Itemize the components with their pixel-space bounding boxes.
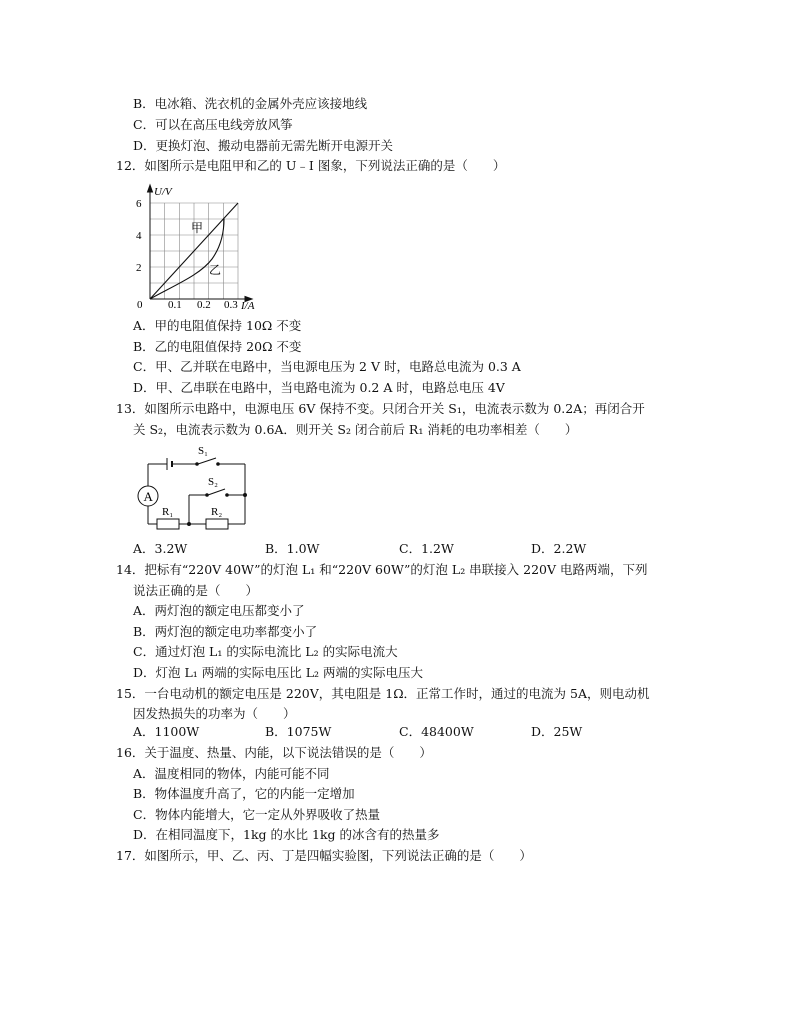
graph-ytick-4: 4 (136, 230, 142, 242)
q17-stem: 17．如图所示，甲、乙、丙、丁是四幅实验图，下列说法正确的是（ ） (116, 848, 532, 863)
resistor-r1-label: R₁ (162, 506, 174, 518)
q11-option-b: B．电冰箱、洗衣机的金属外壳应该接地线 (133, 96, 368, 111)
q13-option-d: D．2.2W (531, 541, 587, 556)
q16-option-b: B．物体温度升高了，它的内能一定增加 (133, 786, 355, 801)
q11-option-c: C．可以在高压电线旁放风筝 (133, 117, 293, 132)
q13-option-c: C．1.2W (399, 541, 454, 556)
q16-stem: 16．关于温度、热量、内能，以下说法错误的是（ ） (116, 745, 432, 760)
graph-xtick-0: 0 (137, 299, 143, 310)
graph-label-jia: 甲 (191, 221, 204, 235)
graph-xtick-0.3: 0.3 (224, 299, 238, 310)
q14-option-d: D．灯泡 L₁ 两端的实际电压比 L₂ 两端的实际电压大 (133, 665, 424, 680)
q14-option-b: B．两灯泡的额定电功率都变小了 (133, 624, 318, 639)
q14-stem-line1: 14．把标有“220V 40W”的灯泡 L₁ 和“220V 60W”的灯泡 L₂ 串联接入 220V 电路两端，下列 (116, 562, 648, 577)
q13-circuit-diagram (130, 444, 260, 536)
q15-option-b: B．1075W (265, 724, 332, 739)
switch-s2-label: S₂ (208, 476, 218, 488)
graph-ytick-2: 2 (136, 262, 142, 274)
resistor-r2-label: R₂ (211, 506, 223, 518)
q15-option-c: C．48400W (399, 724, 474, 739)
q16-option-d: D．在相同温度下，1kg 的水比 1kg 的冰含有的热量多 (133, 827, 440, 842)
q15-option-a: A．1100W (133, 724, 200, 739)
graph-ytick-6: 6 (136, 198, 142, 210)
graph-label-yi: 乙 (209, 263, 222, 277)
ammeter-label: A (143, 489, 153, 504)
q12-stem: 12．如图所示是电阻甲和乙的 U﹣I 图象，下列说法正确的是（ ） (116, 158, 506, 173)
q13-option-b: B．1.0W (265, 541, 320, 556)
q14-option-a: A．两灯泡的额定电压都变小了 (133, 603, 305, 618)
q16-option-a: A．温度相同的物体，内能可能不同 (133, 766, 330, 781)
q15-options-row (133, 724, 673, 740)
q13-stem-line2: 关 S₂，电流表示数为 0.6A．则开关 S₂ 闭合前后 R₁ 消耗的电功率相差（ ） (133, 422, 578, 437)
q12-option-d: D．甲、乙串联在电路中，当电路电流为 0.2 A 时，电路总电压 4V (133, 380, 505, 395)
q15-option-d: D．25W (531, 724, 583, 739)
q15-stem-line2: 因发热损失的功率为（ ） (133, 706, 296, 721)
q12-ui-graph (130, 182, 270, 310)
q13-option-a: A．3.2W (133, 541, 188, 556)
graph-xtick-0.2: 0.2 (197, 299, 211, 310)
q12-option-c: C．甲、乙并联在电路中，当电源电压为 2 V 时，电路总电流为 0.3 A (133, 359, 521, 374)
q13-options-row (133, 541, 673, 557)
q16-option-c: C．物体内能增大，它一定从外界吸收了热量 (133, 807, 381, 822)
graph-xtick-0.1: 0.1 (168, 299, 182, 310)
graph-ylabel: U/V (154, 186, 172, 198)
q13-stem-line1: 13．如图所示电路中，电源电压 6V 保持不变。只闭合开关 S₁，电流表示数为 0.2A；再闭合开 (116, 401, 645, 416)
q12-option-b: B．乙的电阻值保持 20Ω 不变 (133, 339, 302, 354)
q12-option-a: A．甲的电阻值保持 10Ω 不变 (133, 318, 302, 333)
switch-s1-label: S₁ (198, 445, 208, 457)
q15-stem-line1: 15．一台电动机的额定电压是 220V，其电阻是 1Ω．正常工作时，通过的电流为 5A，则电动机 (116, 686, 650, 701)
q14-stem-line2: 说法正确的是（ ） (133, 583, 259, 598)
q11-option-d: D．更换灯泡、搬动电器前无需先断开电源开关 (133, 138, 394, 153)
graph-xlabel: I/A (241, 300, 255, 310)
q14-option-c: C．通过灯泡 L₁ 的实际电流比 L₂ 的实际电流大 (133, 644, 398, 659)
